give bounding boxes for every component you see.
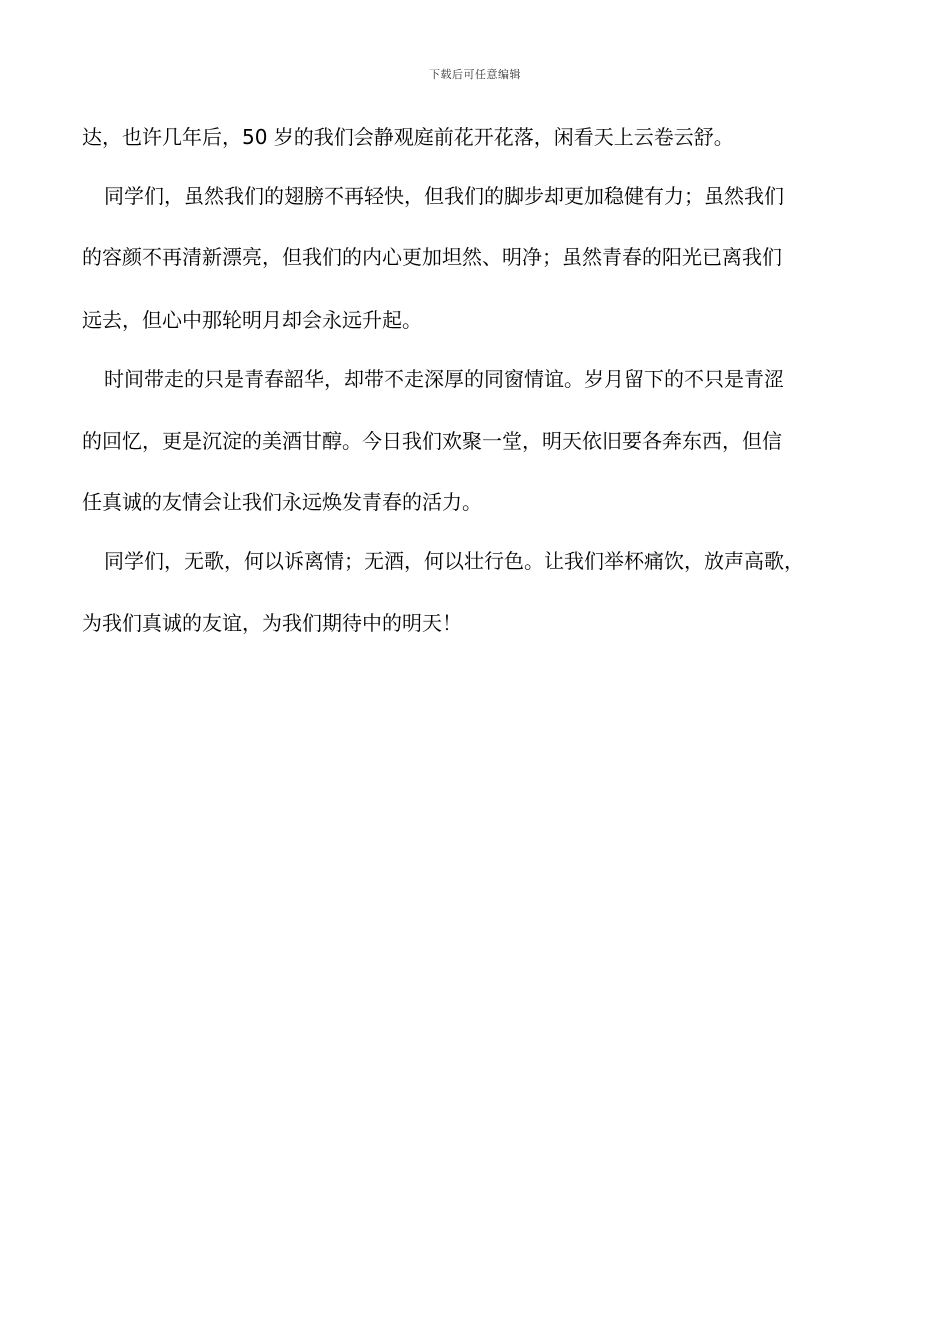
header-note: 下载后可任意编辑 [429,68,521,81]
body-line-6: 的回忆，更是沉淀的美酒甘醇。今日我们欢聚一堂，明天依旧要各奔东西，但信 [82,429,782,453]
body-line-2: 同学们，虽然我们的翅膀不再轻快，但我们的脚步却更加稳健有力；虽然我们 [104,184,784,208]
body-line-7: 任真诚的友情会让我们永远焕发青春的活力。 [82,490,482,514]
body-line-9: 为我们真诚的友谊，为我们期待中的明天！ [82,611,462,635]
body-line-8: 同学们，无歌，何以诉离情；无酒，何以壮行色。让我们举杯痛饮，放声高歌， [104,549,804,573]
body-line-3: 的容颜不再清新漂亮，但我们的内心更加坦然、明净；虽然青春的阳光已离我们 [82,245,782,269]
body-line-4: 远去，但心中那轮明月却会永远升起。 [82,308,422,332]
body-line-5: 时间带走的只是青春韶华，却带不走深厚的同窗情谊。岁月留下的不只是青涩 [104,367,784,391]
body-line-1: 达，也许几年后，50 岁的我们会静观庭前花开花落，闲看天上云卷云舒。 [82,125,734,149]
